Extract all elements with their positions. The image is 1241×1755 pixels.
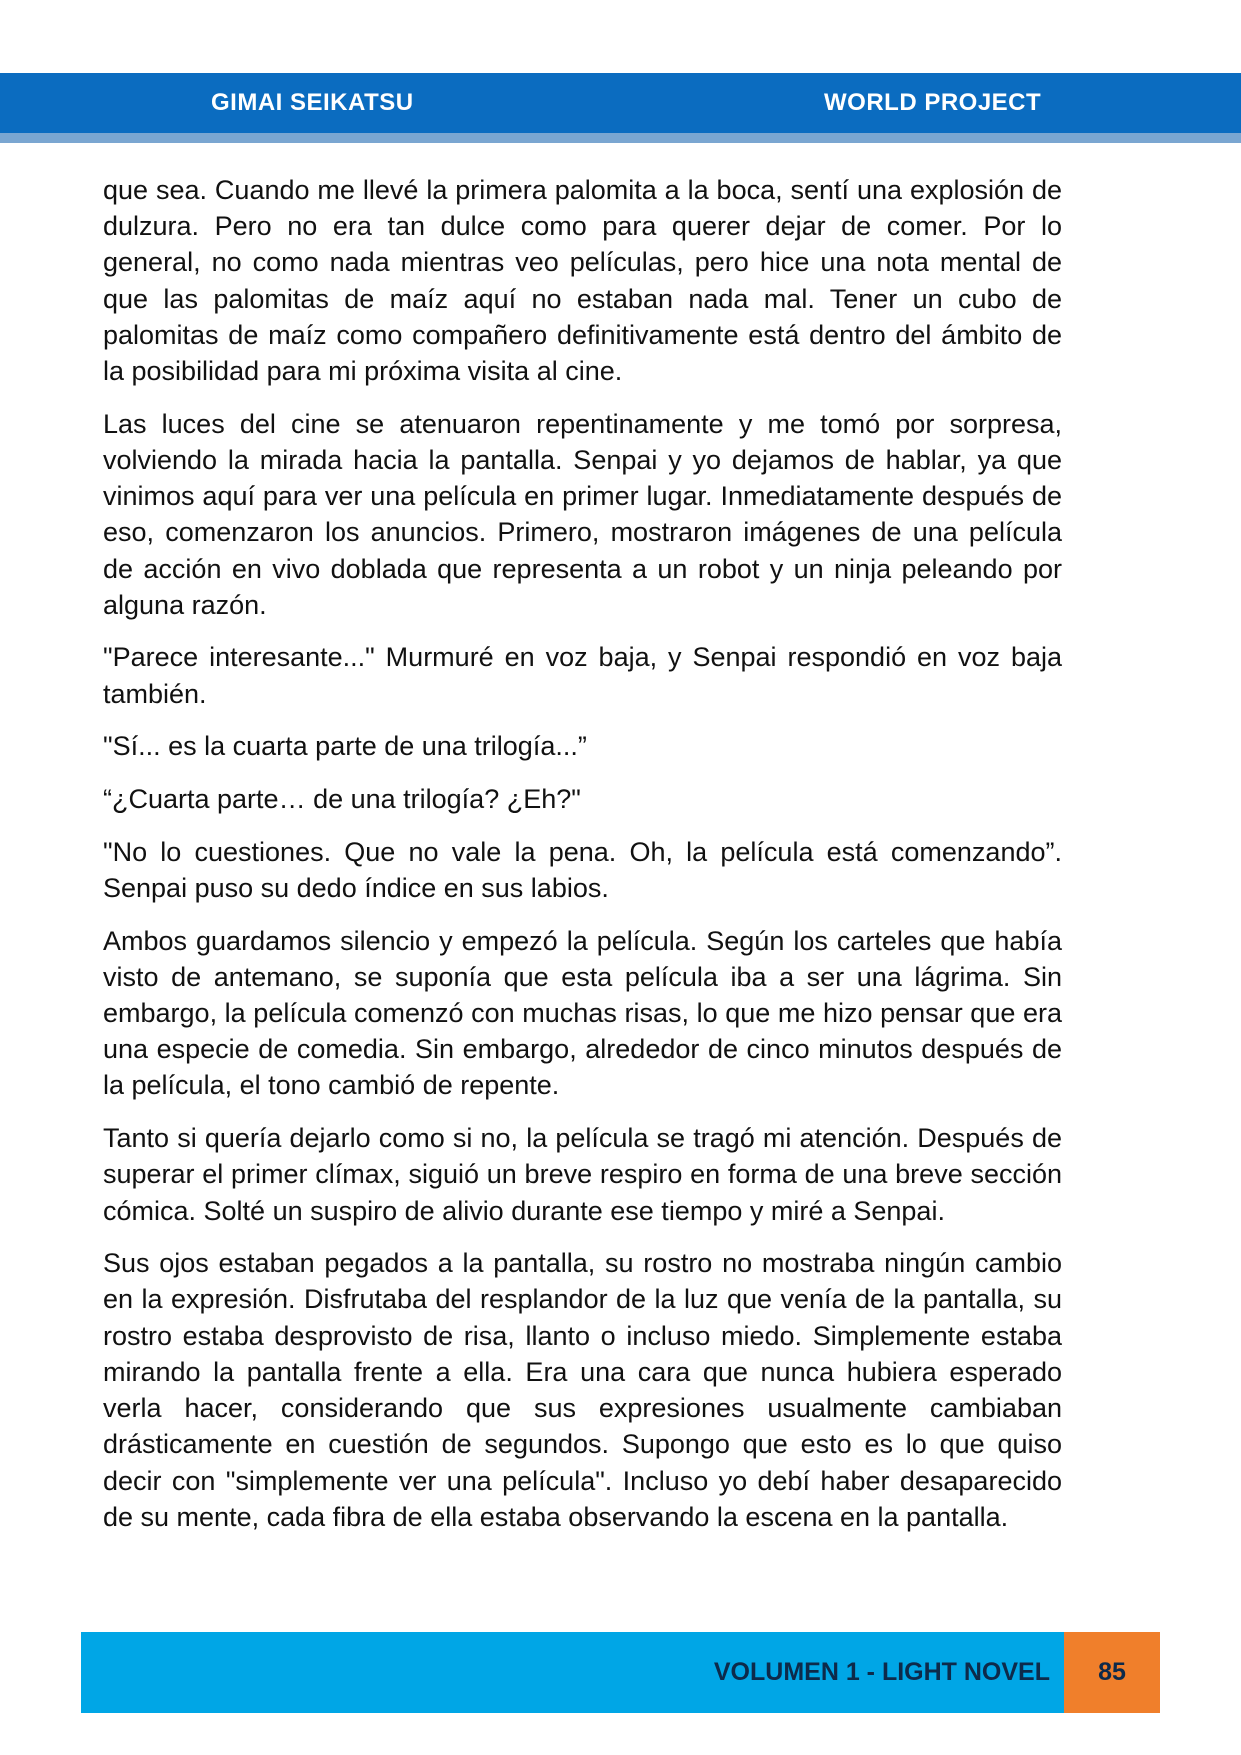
paragraph: Sus ojos estaban pegados a la pantalla, su rostro no mostraba ningún cambio en la expresión. Disfrutaba del resplandor de la luz que venía de la pantalla, su rostro estaba desprovisto de risa, llanto o incluso miedo. Simplemente estaba mirando la pantalla frente a ella. Era una cara que nunca hubiera esperado verla hacer, considerando que sus expresiones usualmente cambiaban drásticamente en cuestión de segundos. Supongo que esto es lo que quiso decir con "simplemente ver una película". Incluso yo debí haber desaparecido de su mente, cada fibra de ella estaba observando la escena en la pantalla.	[103, 1248, 1062, 1532]
footer-bar	[81, 1632, 1064, 1713]
page-number-box	[1064, 1632, 1160, 1713]
footer-volume-label: VOLUMEN 1 - LIGHT NOVEL	[713, 1658, 1050, 1686]
page-number: 85	[1098, 1658, 1126, 1686]
paragraph: Tanto si quería dejarlo como si no, la película se tragó mi atención. Después de superar el primer clímax, siguió un breve respiro en forma de una breve sección cómica. Solté un suspiro de alivio durante ese tiempo y miré a Senpai.	[103, 1123, 1062, 1226]
header-bar	[0, 73, 1241, 133]
paragraph: "No lo cuestiones. Que no vale la pena. Oh, la película está comenzando”. Senpai puso su dedo índice en sus labios.	[103, 836, 1062, 903]
paragraph: Las luces del cine se atenuaron repentinamente y me tomó por sorpresa, volviendo la mirada hacia la pantalla. Senpai y yo dejamos de hablar, ya que vinimos aquí para ver una película en primer lugar. Inmediatamente después de eso, comenzaron los anuncios. Primero, mostraron imágenes de una película de acción en vivo doblada que representa a un robot y un ninja peleando por alguna razón.	[103, 408, 1062, 620]
paragraph: "Parece interesante..." Murmuré en voz baja, y Senpai respondió en voz baja también.	[103, 642, 1062, 709]
header-project-title: WORLD PROJECT	[824, 89, 1042, 116]
header-series-title: GIMAI SEIKATSU	[211, 89, 414, 116]
paragraph: “¿Cuarta parte… de una trilogía? ¿Eh?"	[103, 784, 581, 815]
header-shadow	[0, 133, 1241, 143]
page-body	[103, 172, 1062, 1551]
paragraph: que sea. Cuando me llevé la primera palomita a la boca, sentí una explosión de dulzura. Pero no era tan dulce como para querer dejar de comer. Por lo general, no como nada mientras veo películas, pero hice una nota mental de que las palomitas de maíz aquí no estaban nada mal. Tener un cubo de palomitas de maíz como compañero definitivamente está dentro del ámbito de la posibilidad para mi próxima visita al cine.	[103, 175, 1062, 387]
paragraph: Ambos guardamos silencio y empezó la película. Según los carteles que había visto de antemano, se suponía que esta película iba a ser una lágrima. Sin embargo, la película comenzó con muchas risas, lo que me hizo pensar que era una especie de comedia. Sin embargo, alrededor de cinco minutos después de la película, el tono cambió de repente.	[103, 925, 1062, 1101]
paragraph: "Sí... es la cuarta parte de una trilogía...”	[103, 731, 587, 762]
